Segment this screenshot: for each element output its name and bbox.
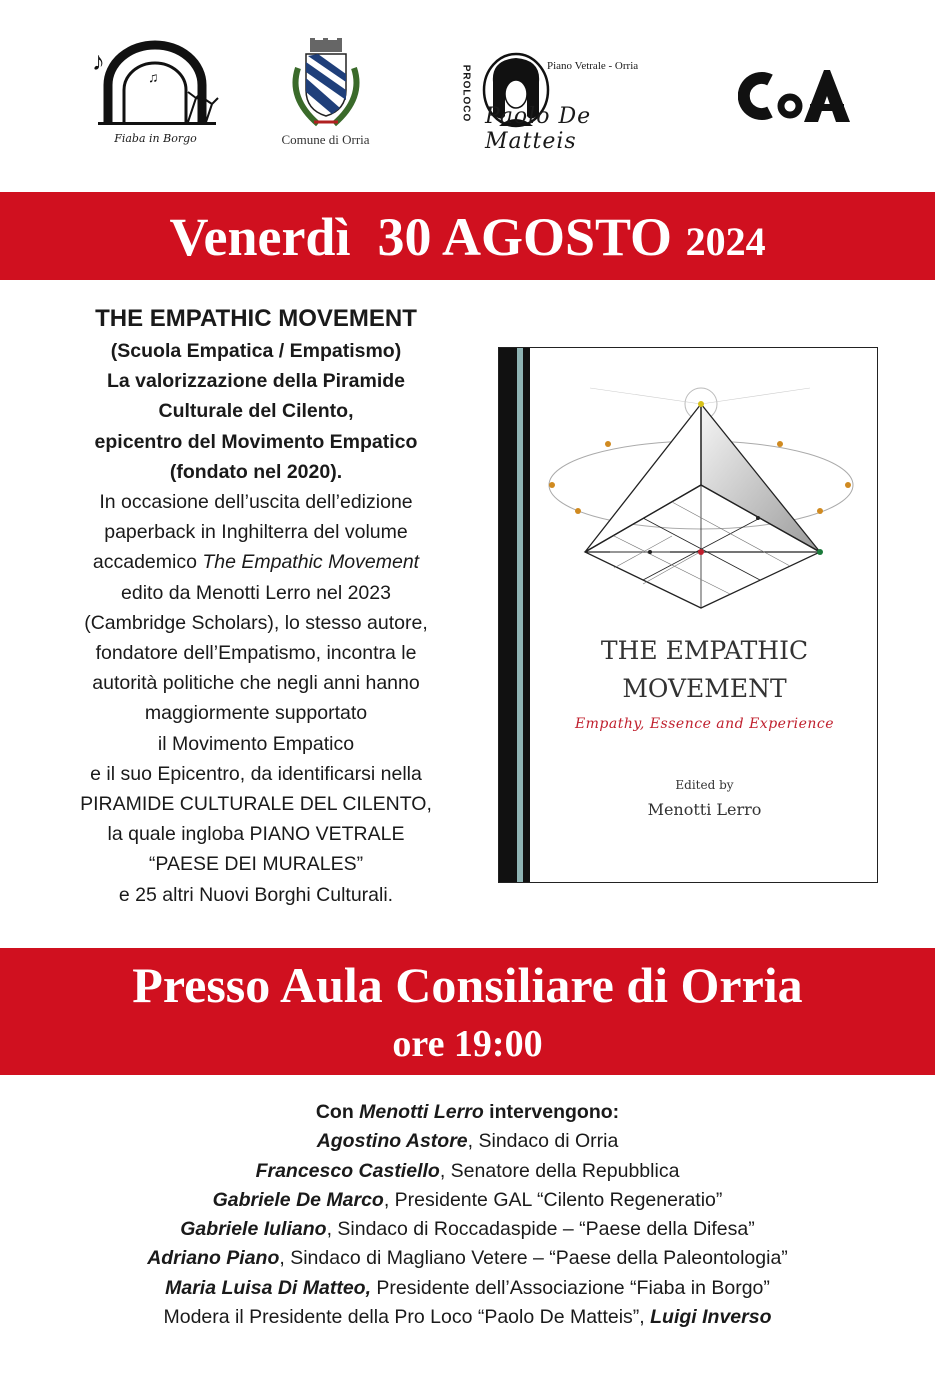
description-line: In occasione dell’uscita dell’edizione (99, 491, 413, 514)
speaker-item (0, 1127, 935, 1156)
coat-of-arms-icon (268, 38, 383, 130)
fiaba-arch-icon (88, 40, 223, 130)
speaker-name: Gabriele Iuliano (180, 1218, 327, 1241)
description-bold-line: epicentro del Movimento Empatico (94, 430, 418, 453)
proloco-paolo-de-matteis-logo (455, 52, 675, 154)
speaker-item (0, 1244, 935, 1273)
coa-mark-icon (738, 66, 853, 126)
venue-place: Presso Aula Consiliare di Orria (132, 957, 803, 1013)
speakers-intro (0, 1098, 935, 1127)
description-line: e il suo Epicentro, da identificarsi nella (90, 762, 422, 785)
proloco-location: Piano Vetrale - Orria (547, 60, 639, 72)
description-line: maggiormente supportato (144, 702, 368, 725)
svg-text:♪: ♪ (92, 46, 105, 76)
logo-row (0, 30, 935, 160)
description-bold-line: Culturale del Cilento, (158, 400, 354, 423)
venue-time: ore 19:00 (392, 1023, 543, 1065)
speaker-role: , Presidente GAL “Cilento Regeneratio” (383, 1188, 723, 1211)
speaker-role: , Sindaco di Roccadaspide – “Paese della Difesa” (326, 1218, 755, 1241)
svg-text:♫: ♫ (148, 69, 159, 85)
speakers-intro-name: Menotti Lerro (359, 1101, 484, 1123)
fiaba-in-borgo-logo (88, 40, 223, 150)
coa-logo (738, 66, 853, 126)
description-line: “PAESE DEI MURALES” (148, 853, 364, 876)
speaker-name: Francesco Castiello (255, 1159, 440, 1182)
description-line: (Cambridge Scholars), lo stesso autore, (84, 611, 428, 634)
proloco-vertical-label: PROLOCO (460, 64, 472, 123)
description-line: e 25 altri Nuovi Borghi Culturali. (118, 883, 394, 906)
speaker-role: , Senatore della Repubblica (439, 1159, 680, 1182)
event-date (0, 206, 935, 268)
book-cover (498, 347, 878, 883)
description-bold-line: La valorizzazione della Piramide (106, 370, 406, 393)
proloco-name: Paolo De Matteis (485, 104, 592, 154)
speakers-intro-text: intervengono: (483, 1101, 620, 1123)
book-editor: Menotti Lerro (647, 800, 762, 819)
book-title-line: MOVEMENT (622, 674, 787, 703)
speaker-name: Adriano Piano (147, 1247, 280, 1270)
description-bold-line: (fondato nel 2020). (169, 460, 343, 483)
description-line (40, 547, 472, 577)
description-line: edito da Menotti Lerro nel 2023 (121, 581, 391, 604)
speaker-role: , Sindaco di Orria (467, 1130, 619, 1153)
venue-banner (0, 948, 935, 1075)
book-spine-inner (523, 348, 530, 882)
date-banner (0, 192, 935, 280)
speakers-intro-text: Con (315, 1101, 360, 1123)
comune-di-orria-logo (268, 38, 383, 153)
speaker-name: Gabriele De Marco (212, 1188, 384, 1211)
speaker-role: Presidente dell’Associazione “Fiaba in Borgo” (371, 1276, 770, 1299)
speakers-list (0, 1098, 935, 1332)
speaker-role: , Sindaco di Magliano Vetere – “Paese della Paleontologia” (279, 1247, 788, 1270)
description-line-text: accademico (92, 551, 203, 574)
speaker-name: Agostino Astore (316, 1130, 468, 1153)
speaker-name: Maria Luisa Di Matteo, (165, 1276, 371, 1299)
description-line: la quale ingloba PIANO VETRALE (107, 823, 405, 846)
speaker-item (0, 1215, 935, 1244)
book-edited-by: Edited by (675, 778, 734, 792)
description-title: THE EMPATHIC MOVEMENT (95, 305, 417, 332)
description-bold-line: (Scuola Empatica / Empatismo) (110, 340, 402, 362)
moderator-text: Modera il Presidente della Pro Loco “Paolo De Matteis”, (163, 1306, 651, 1329)
description-line: paperback in Inghilterra del volume (104, 521, 408, 544)
description-line: il Movimento Empatico (157, 732, 355, 755)
book-title-italic: The Empathic Movement (202, 551, 420, 574)
description-line: PIRAMIDE CULTURALE DEL CILENTO, (80, 793, 432, 816)
book-title (530, 632, 879, 708)
book-spine (499, 348, 517, 882)
moderator-name: Luigi Inverso (650, 1306, 772, 1329)
comune-logo-label: Comune di Orria (281, 132, 370, 147)
moderator-line (0, 1303, 935, 1332)
book-subtitle: Empathy, Essence and Experience (574, 716, 835, 732)
description-line: autorità politiche che negli anni hanno (92, 672, 420, 695)
event-description (40, 302, 472, 910)
description-line: fondatore dell’Empatismo, incontra le (95, 642, 417, 665)
fiaba-logo-label: Fiaba in Borgo (114, 132, 197, 145)
event-year: 2024 (685, 219, 766, 264)
speaker-item (0, 1157, 935, 1186)
pyramid-illustration-icon (530, 348, 879, 618)
speaker-item (0, 1274, 935, 1303)
speaker-item (0, 1186, 935, 1215)
event-day-month: Venerdì 30 AGOSTO (169, 207, 686, 267)
book-title-line: THE EMPATHIC (600, 636, 809, 665)
